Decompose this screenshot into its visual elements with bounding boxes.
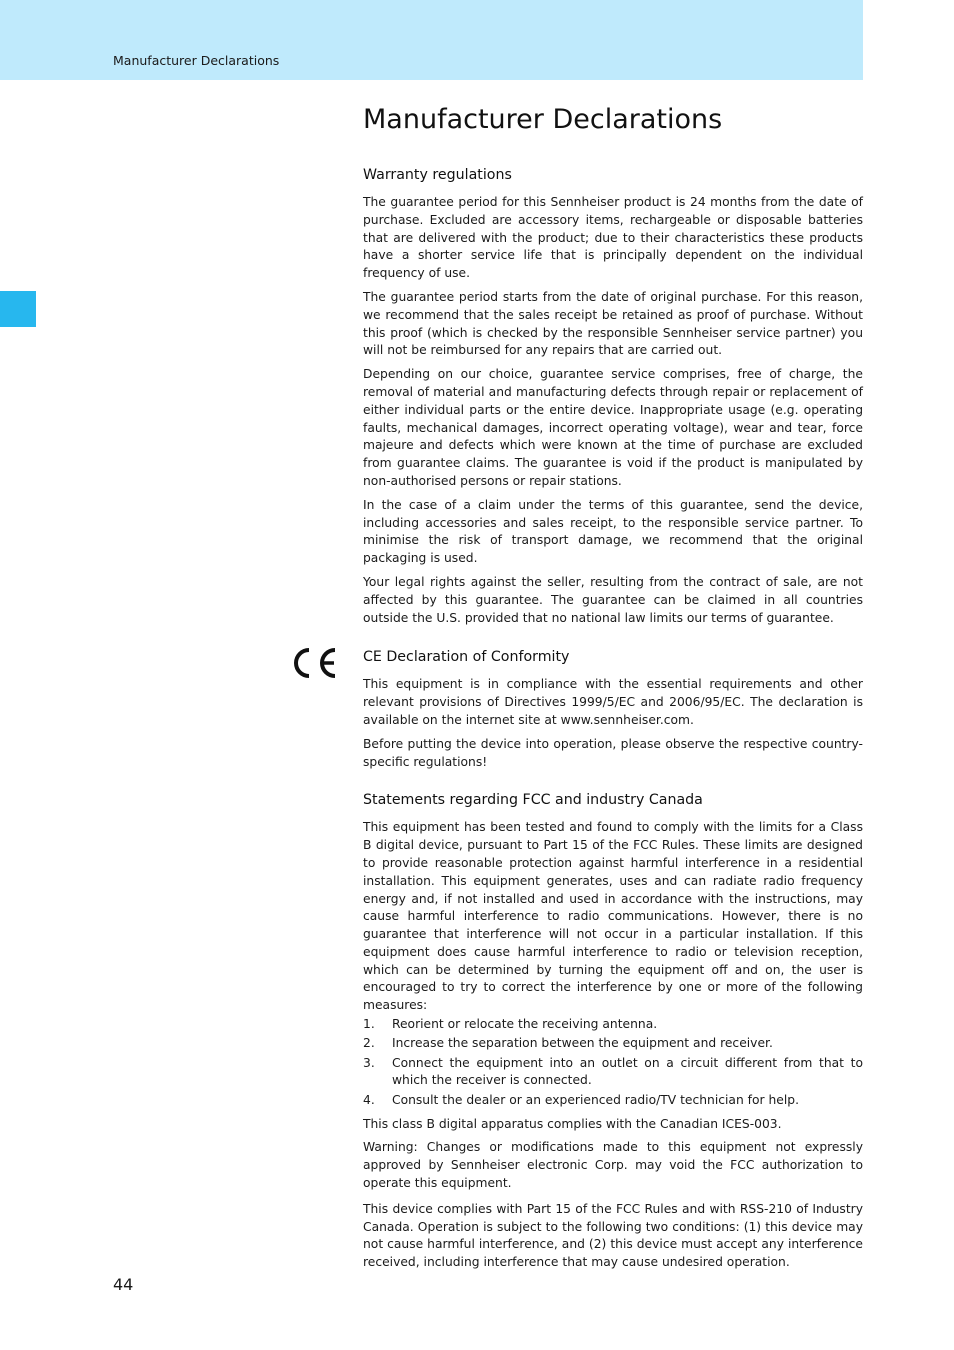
paragraph: In the case of a claim under the terms of this guarantee, send the device, including accessories and sales receipt, to the responsible service partner. To minimise the risk of transport damage, we recommend that the original packaging is used. bbox=[363, 497, 863, 566]
section-heading: CE Declaration of Conformity bbox=[363, 649, 570, 666]
list-text: Consult the dealer or an experienced radio/TV technician for help. bbox=[392, 1092, 799, 1107]
page-number: 44 bbox=[113, 1275, 134, 1294]
list-number: 4. bbox=[363, 1092, 375, 1107]
list-item bbox=[363, 1035, 863, 1053]
paragraph: This equipment is in compliance with the essential requirements and other relevant provisions of Directives 1999/5/EC and 2006/95/EC. The declaration is available on the internet site at www.sennheiser.com. bbox=[363, 677, 863, 727]
list-number: 1. bbox=[363, 1017, 375, 1032]
chapter-tab-marker bbox=[0, 291, 36, 327]
fcc-section bbox=[363, 790, 863, 1272]
paragraph: Your legal rights against the seller, resulting from the contract of sale, are not affected by this guarantee. The guarantee can be claimed in all countries outside the U.S. provided that no national law limits our terms of guarantee. bbox=[363, 574, 863, 625]
list-number: 3. bbox=[363, 1055, 375, 1070]
paragraph: The guarantee period starts from the date of original purchase. For this reason, we recommend that the sales receipt be retained as proof of purchase. Without this proof (which is checked by the responsible Sennheiser service partner) you will not be reimbursed for any repairs that are carried out. bbox=[363, 289, 863, 358]
list-item bbox=[363, 1092, 863, 1110]
paragraph: This class B digital apparatus complies with the Canadian ICES-003. bbox=[363, 1116, 782, 1131]
section-heading: Statements regarding FCC and industry Canada bbox=[363, 792, 703, 809]
paragraph: The guarantee period for this Sennheiser product is 24 months from the date of purchase. Excluded are accessory items, rechargeable or disposable batteries that are delivered with the product; due to their characteristics these products have a shorter service life that is principally dependent on the individual frequency of use. bbox=[363, 195, 863, 281]
measures-list bbox=[363, 1016, 863, 1109]
paragraph: This equipment has been tested and found to comply with the limits for a Class B digital device, pursuant to Part 15 of the FCC Rules. These limits are designed to provide reasonable protection against harmful interference in a residential installation. This equipment generates, uses and can radiate radio frequency energy and, if not installed and used in accordance with the instructions, may cause harmful interference to radio communications. However, there is no guarantee that interference will not occur in a particular installation. If this equipment does cause harmful interference to radio or television reception, which can be determined by turning the equipment off and on, the user is encouraged to try to correct the interference by one or more of the following measures: bbox=[363, 820, 863, 1013]
header-band bbox=[0, 0, 863, 80]
paragraph: Before putting the device into operation, please observe the respective country-specific regulations! bbox=[363, 736, 863, 769]
ce-section bbox=[363, 647, 863, 771]
page-title: Manufacturer Declarations bbox=[363, 104, 723, 135]
main-content bbox=[363, 165, 863, 1292]
list-number: 2. bbox=[363, 1036, 375, 1051]
list-item bbox=[363, 1055, 863, 1091]
list-item bbox=[363, 1016, 863, 1034]
list-text: Reorient or relocate the receiving antenna. bbox=[392, 1017, 658, 1032]
list-text: Connect the equipment into an outlet on a circuit different from that to which the receiver is connected. bbox=[392, 1055, 863, 1088]
paragraph: Warning: Changes or modifications made to this equipment not expressly approved by Sennheiser electronic Corp. may void the FCC authorization to operate this equipment. bbox=[363, 1140, 863, 1190]
section-heading: Warranty regulations bbox=[363, 167, 512, 183]
paragraph: Depending on our choice, guarantee service comprises, free of charge, the removal of material and manufacturing defects through repair or replacement of either individual parts or the entire device. Inappropriate usage (e.g. operating faults, mechanical damages, incorrect operating voltage), wear and tear, force majeure and defects which were known at the time of purchase are excluded from guarantee claims. The guarantee is void if the product is manipulated by non-authorised persons or repair stations. bbox=[363, 367, 863, 488]
paragraph: This device complies with Part 15 of the FCC Rules and with RSS-210 of Industry Canada. Operation is subject to the following two conditions: (1) this device may not cause harmful interference, and (2) this device must accept any interference received, including interference that may cause undesired operation. bbox=[363, 1201, 863, 1270]
list-text: Increase the separation between the equipment and receiver. bbox=[392, 1036, 773, 1051]
warranty-section bbox=[363, 165, 863, 627]
running-header: Manufacturer Declarations bbox=[113, 53, 280, 68]
ce-mark-icon bbox=[291, 645, 341, 681]
